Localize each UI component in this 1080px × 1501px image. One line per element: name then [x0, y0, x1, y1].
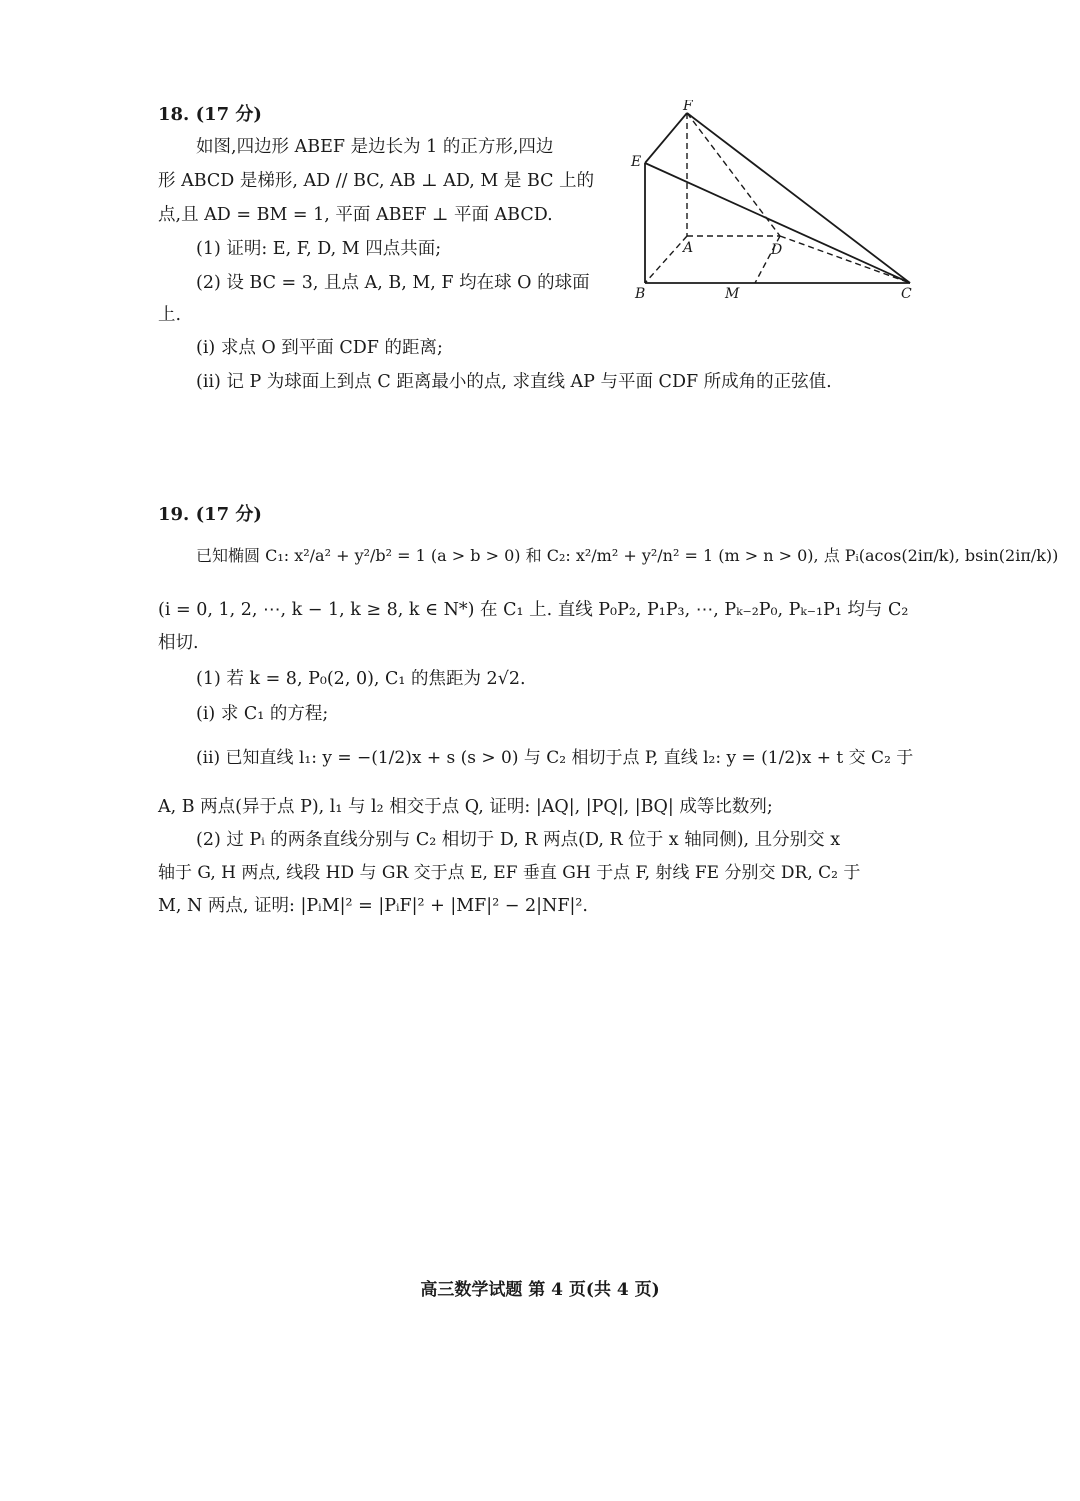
q18-line-8: (ⅱ) 记 P 为球面上到点 C 距离最小的点, 求直线 AP 与平面 CDF 所成角的正弦值.	[196, 372, 832, 392]
q18-line-3: 点,且 AD = BM = 1, 平面 ABEF ⊥ 平面 ABCD.	[158, 205, 553, 225]
q18-header: 18. (17 分)	[158, 104, 262, 125]
q18-line-4: (1) 证明: E, F, D, M 四点共面;	[196, 239, 442, 259]
q19-line-4: (1) 若 k = 8, P₀(2, 0), C₁ 的焦距为 2√2.	[196, 669, 526, 689]
label-D: D	[771, 242, 783, 258]
label-A: A	[683, 240, 694, 256]
page-footer: 高三数学试题 第 4 页(共 4 页)	[420, 1280, 660, 1300]
q18-line-5: (2) 设 BC = 3, 且点 A, B, M, F 均在球 O 的球面	[196, 273, 590, 293]
label-E: E	[631, 154, 642, 170]
q19-header: 19. (17 分)	[158, 504, 262, 525]
geometry-figure	[625, 100, 930, 305]
q19-line-6: (ⅱ) 已知直线 l₁: y = −(1/2)x + s (s > 0) 与 C₂ 相切于点 P, 直线 l₂: y = (1/2)x + t 交 C₂ 于	[196, 748, 914, 768]
q19-line-5: (ⅰ) 求 C₁ 的方程;	[196, 704, 329, 724]
q19-line-1: 已知椭圆 C₁: x²/a² + y²/b² = 1 (a > b > 0) 和 C₂: x²/m² + y²/n² = 1 (m > n > 0), 点 Pᵢ(acos(2iπ/k), bsin(2iπ/k))	[196, 546, 1059, 565]
edge-DC	[780, 236, 910, 283]
label-C: C	[901, 286, 912, 302]
q19-line-9: 轴于 G, H 两点, 线段 HD 与 GR 交于点 E, EF 垂直 GH 于点 F, 射线 FE 分别交 DR, C₂ 于	[158, 863, 861, 883]
q19-line-10: M, N 两点, 证明: |PᵢM|² = |PᵢF|² + |MF|² − 2|NF|².	[158, 896, 588, 916]
label-B: B	[635, 286, 646, 302]
q19-line-2: (i = 0, 1, 2, ⋯, k − 1, k ≥ 8, k ∈ N*) 在 C₁ 上. 直线 P₀P₂, P₁P₃, ⋯, Pₖ₋₂P₀, Pₖ₋₁P₁ 均与 C₂	[158, 600, 909, 620]
label-F: F	[683, 100, 693, 114]
label-M: M	[725, 286, 740, 302]
q18-line-7: (ⅰ) 求点 O 到平面 CDF 的距离;	[196, 338, 443, 358]
q19-line-3: 相切.	[158, 633, 199, 653]
q18-line-6: 上.	[158, 305, 182, 325]
edge-EF	[645, 113, 687, 163]
edge-AB	[645, 236, 687, 283]
edge-FD	[687, 113, 780, 236]
q19-line-7: A, B 两点(异于点 P), l₁ 与 l₂ 相交于点 Q, 证明: |AQ|, |PQ|, |BQ| 成等比数列;	[158, 797, 773, 817]
q18-line-1: 如图,四边形 ABEF 是边长为 1 的正方形,四边	[196, 137, 554, 157]
q18-line-2: 形 ABCD 是梯形, AD // BC, AB ⊥ AD, M 是 BC 上的	[158, 171, 595, 191]
q19-line-8: (2) 过 Pᵢ 的两条直线分别与 C₂ 相切于 D, R 两点(D, R 位于 x 轴同侧), 且分别交 x	[196, 830, 841, 850]
